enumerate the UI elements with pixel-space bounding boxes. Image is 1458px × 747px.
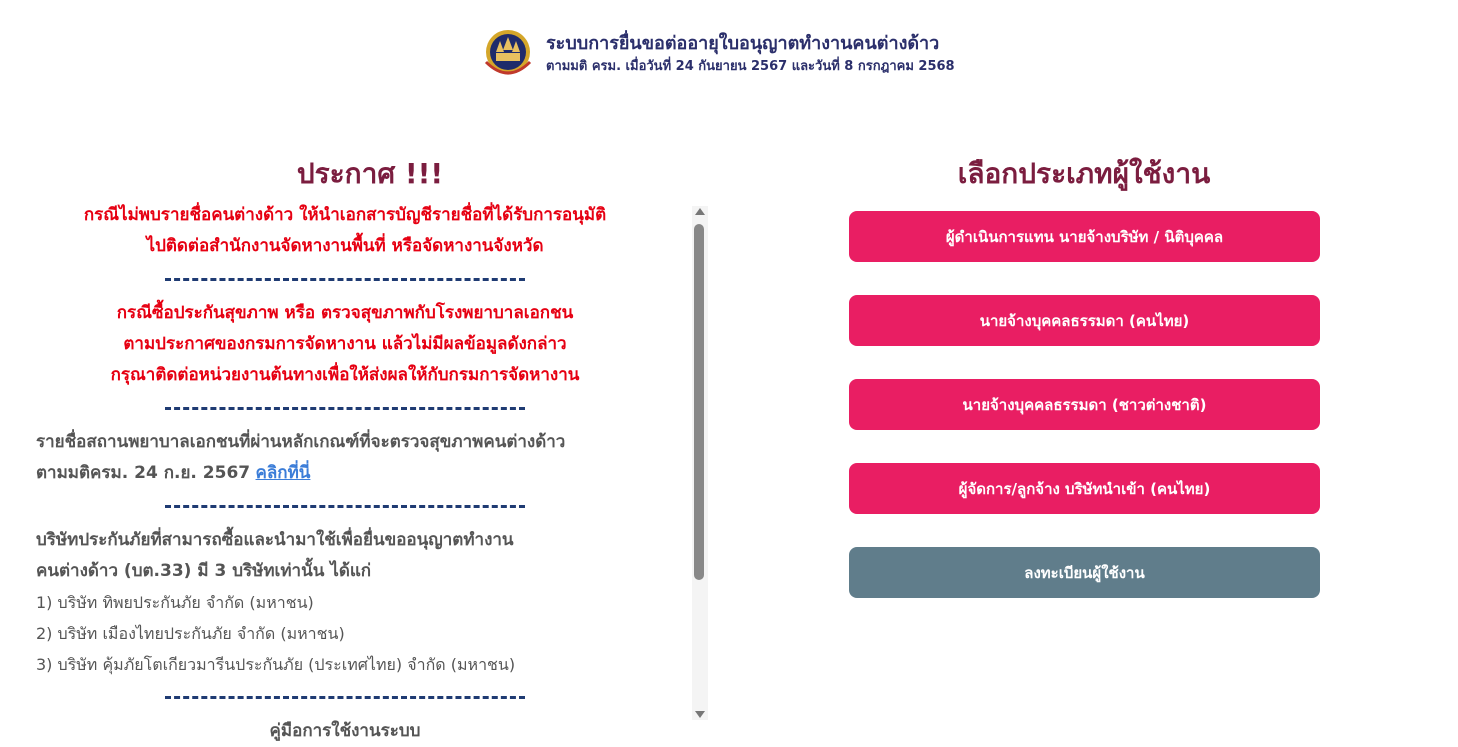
scroll-up-arrow-icon[interactable] (695, 208, 705, 215)
company-item: 1) บริษัท ทิพยประกันภัย จำกัด (มหาชน) (36, 593, 314, 612)
app-header (478, 28, 955, 80)
department-logo (478, 28, 538, 80)
divider (30, 686, 660, 714)
hospital-info: รายชื่อสถานพยาบาลเอกชนที่ผ่านหลักเกณฑ์ที่จะตรวจสุขภาพคนต่างด้าว ตามมติครม. 24 ก.ย. 2567 คลิกที่นี่ (36, 432, 566, 483)
divider (30, 397, 660, 425)
divider (30, 268, 660, 296)
notice-not-found: กรณีไม่พบรายชื่อคนต่างด้าว ให้นำเอกสารบัญชีรายชื่อที่ได้รับการอนุมัติ ไปติดต่อสำนักงานจัดหางานพื้นที่ หรือจัดหางานจังหวัด (83, 205, 607, 256)
thai-employer-button[interactable]: นายจ้างบุคคลธรรมดา (คนไทย) (849, 295, 1320, 346)
user-type-title: เลือกประเภทผู้ใช้งาน (957, 157, 1211, 190)
divider (30, 495, 660, 523)
manual-heading: คู่มือการใช้งานระบบ (269, 721, 421, 741)
insurance-info: บริษัทประกันภัยที่สามารถซื้อและนำมาใช้เพื่อยื่นขออนุญาตทำงาน คนต่างด้าว (บต.33) มี 3 บริษัทเท่านั้น ได้แก่ 1) บริษัท ทิพยประกันภัย จำกัด (มหาชน) 2) บริษัท เมืองไทยประกันภัย จำกัด (มหาชน) 3) บริษัท คุ้มภัยโตเกียวมารีนประกันภัย (ประเทศไทย) จำกัด (มหาชน) (30, 525, 660, 680)
register-user-button[interactable]: ลงทะเบียนผู้ใช้งาน (849, 547, 1320, 598)
foreign-employer-button[interactable]: นายจ้างบุคคลธรรมดา (ชาวต่างชาติ) (849, 379, 1320, 430)
agent-company-button[interactable]: ผู้ดำเนินการแทน นายจ้างบริษัท / นิติบุคคล (849, 211, 1320, 262)
app-title: ระบบการยื่นขอต่ออายุใบอนุญาตทำงานคนต่างด้าว (546, 32, 940, 54)
notice-health-insurance: กรณีซื้อประกันสุขภาพ หรือ ตรวจสุขภาพกับโรงพยาบาลเอกชน ตามประกาศของกรมการจัดหางาน แล้วไม่มีผลข้อมูลดังกล่าว กรุณาติดต่อหน่วยงานต้นทางเพื่อให้ส่งผลให้กับกรมการจัดหางาน (110, 303, 580, 385)
announcement-panel[interactable] (30, 200, 710, 741)
company-item: 3) บริษัท คุ้มภัยโตเกียวมารีนประกันภัย (ประเทศไทย) จำกัด (มหาชน) (36, 655, 516, 674)
announcement-scrollbar[interactable] (692, 206, 708, 720)
scroll-thumb[interactable] (694, 224, 704, 580)
hospital-list-link[interactable]: คลิกที่นี่ (255, 463, 311, 483)
app-subtitle: ตามมติ ครม. เมื่อวันที่ 24 กันยายน 2567 และวันที่ 8 กรกฎาคม 2568 (546, 58, 955, 74)
company-item: 2) บริษัท เมืองไทยประกันภัย จำกัด (มหาชน) (36, 624, 345, 643)
scroll-down-arrow-icon[interactable] (695, 711, 705, 718)
announcement-title: ประกาศ !!! (296, 157, 444, 190)
importer-manager-button[interactable]: ผู้จัดการ/ลูกจ้าง บริษัทนำเข้า (คนไทย) (849, 463, 1320, 514)
